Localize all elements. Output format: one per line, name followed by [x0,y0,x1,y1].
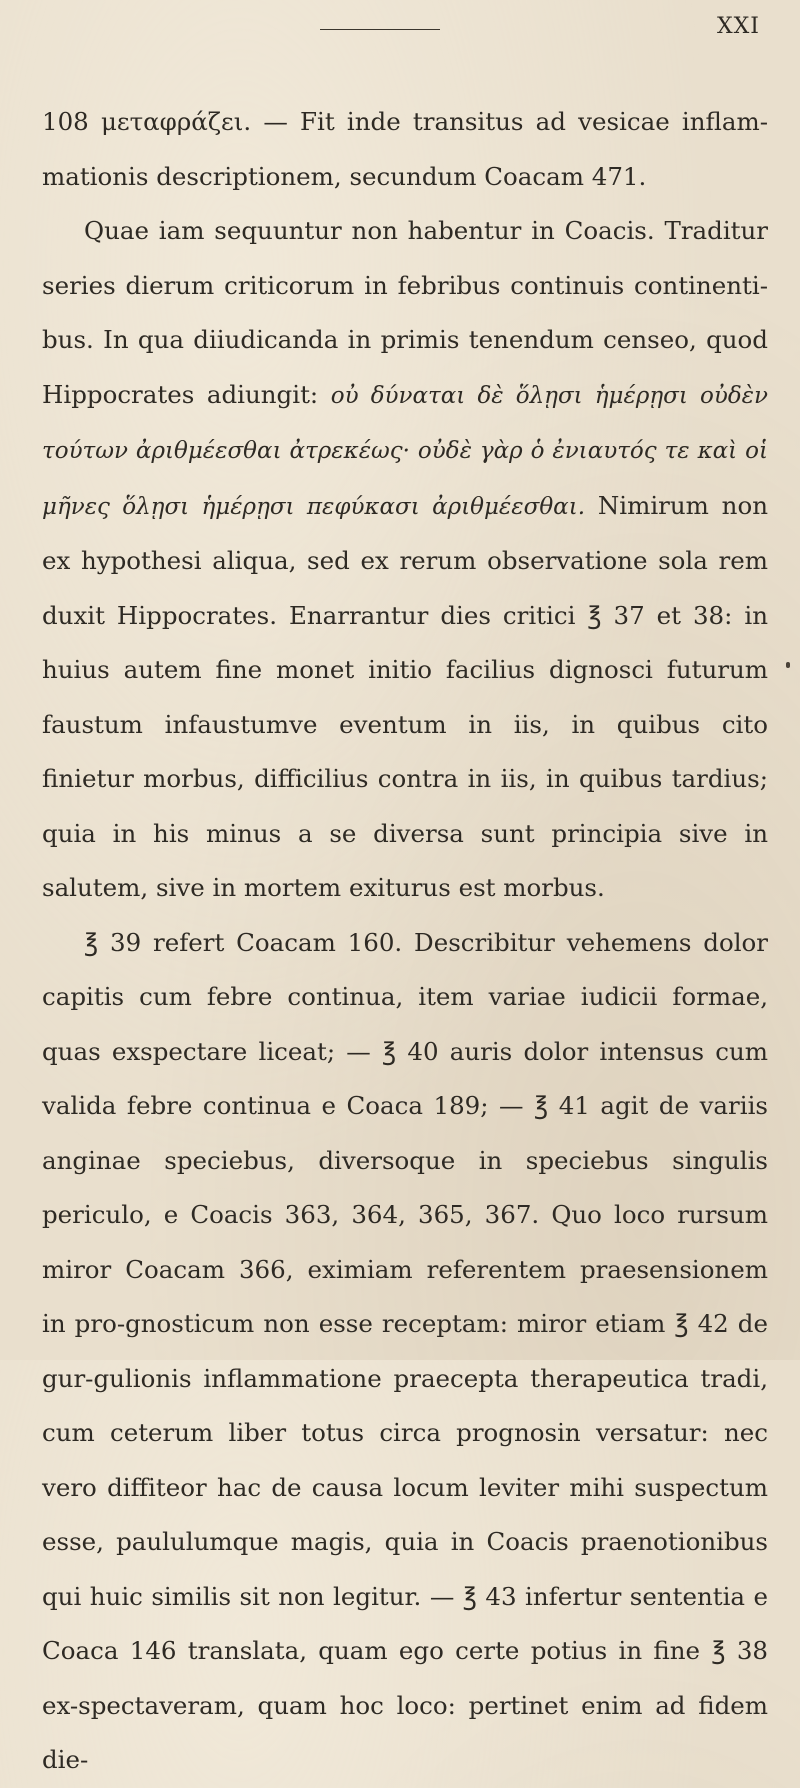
margin-ink-mark [786,662,790,668]
paragraph-2-latin-intro: Quae iam sequuntur non habentur in Coacis. Traditur series dierum criticorum in febribus continuis continenti-bus. In qua diiudicanda in primis tenendum censeo, quod Hippocrates adiungit: [42,216,768,409]
paragraph-3: ℥ 39 refert Coacam 160. Describitur vehemens dolor capitis cum febre continua, item variae iudicii formae, quas exspectare liceat; — ℥ 40 auris dolor intensus cum valida febre continua e Coaca 189; — ℥ 41 agit de variis anginae speciebus, diversoque in speciebus singulis periculo, e Coacis 363, 364, 365, 367. Quo loco rursum miror Coacam 366, eximiam referentem praesensionem in pro-gnosticum non esse receptam: miror etiam ℥ 42 de gur-gulionis inflammatione praecepta therapeutica tradi, cum ceterum liber totus circa prognosin versatur: nec vero diffiteor hac de causa locum leviter mihi suspectum esse, paululumque magis, quia in Coacis praenotionibus qui huic similis sit non legitur. — ℥ 43 infertur sententia e Coaca 146 translata, quam ego certe potius in fine ℥ 38 ex-spectaveram, quam hoc loco: pertinet enim ad fidem die- [42,927,768,1774]
greek-quotation: οὐ δύναται δὲ ὅλῃσι ἡμέρῃσι οὐδὲν τούτων ἀριθμέεσθαι ἀτρεκέως· οὐδὲ γὰρ ὁ ἐνιαυτός τε καὶ οἱ μῆνες ὅλῃσι ἡμέρῃσι πεφύκασι ἀριθμέεσθαι. [42,382,768,520]
body-text [42,95,768,1788]
paragraph-2-latin-rest: Nimirum non ex hypothesi aliqua, sed ex rerum observatione sola rem duxit Hippocrates. Enarrantur dies critici ℥ 37 et 38: in huius autem fine monet initio facilius dignosci futurum faustum infaustumve eventum in iis, in quibus cito finietur morbus, difficilius contra in iis, in quibus tardius; quia in his minus a se diversa sunt principia sive in salutem, sive in mortem exiturus est morbus. [42,490,768,902]
header-rule [320,29,440,30]
page-number: XXI [716,14,760,39]
paragraph-2 [42,204,768,916]
paragraph-1: 108 μεταφράζει. — Fit inde transitus ad vesicae inflam-mationis descriptionem, secundum Coacam 471. [42,107,768,191]
